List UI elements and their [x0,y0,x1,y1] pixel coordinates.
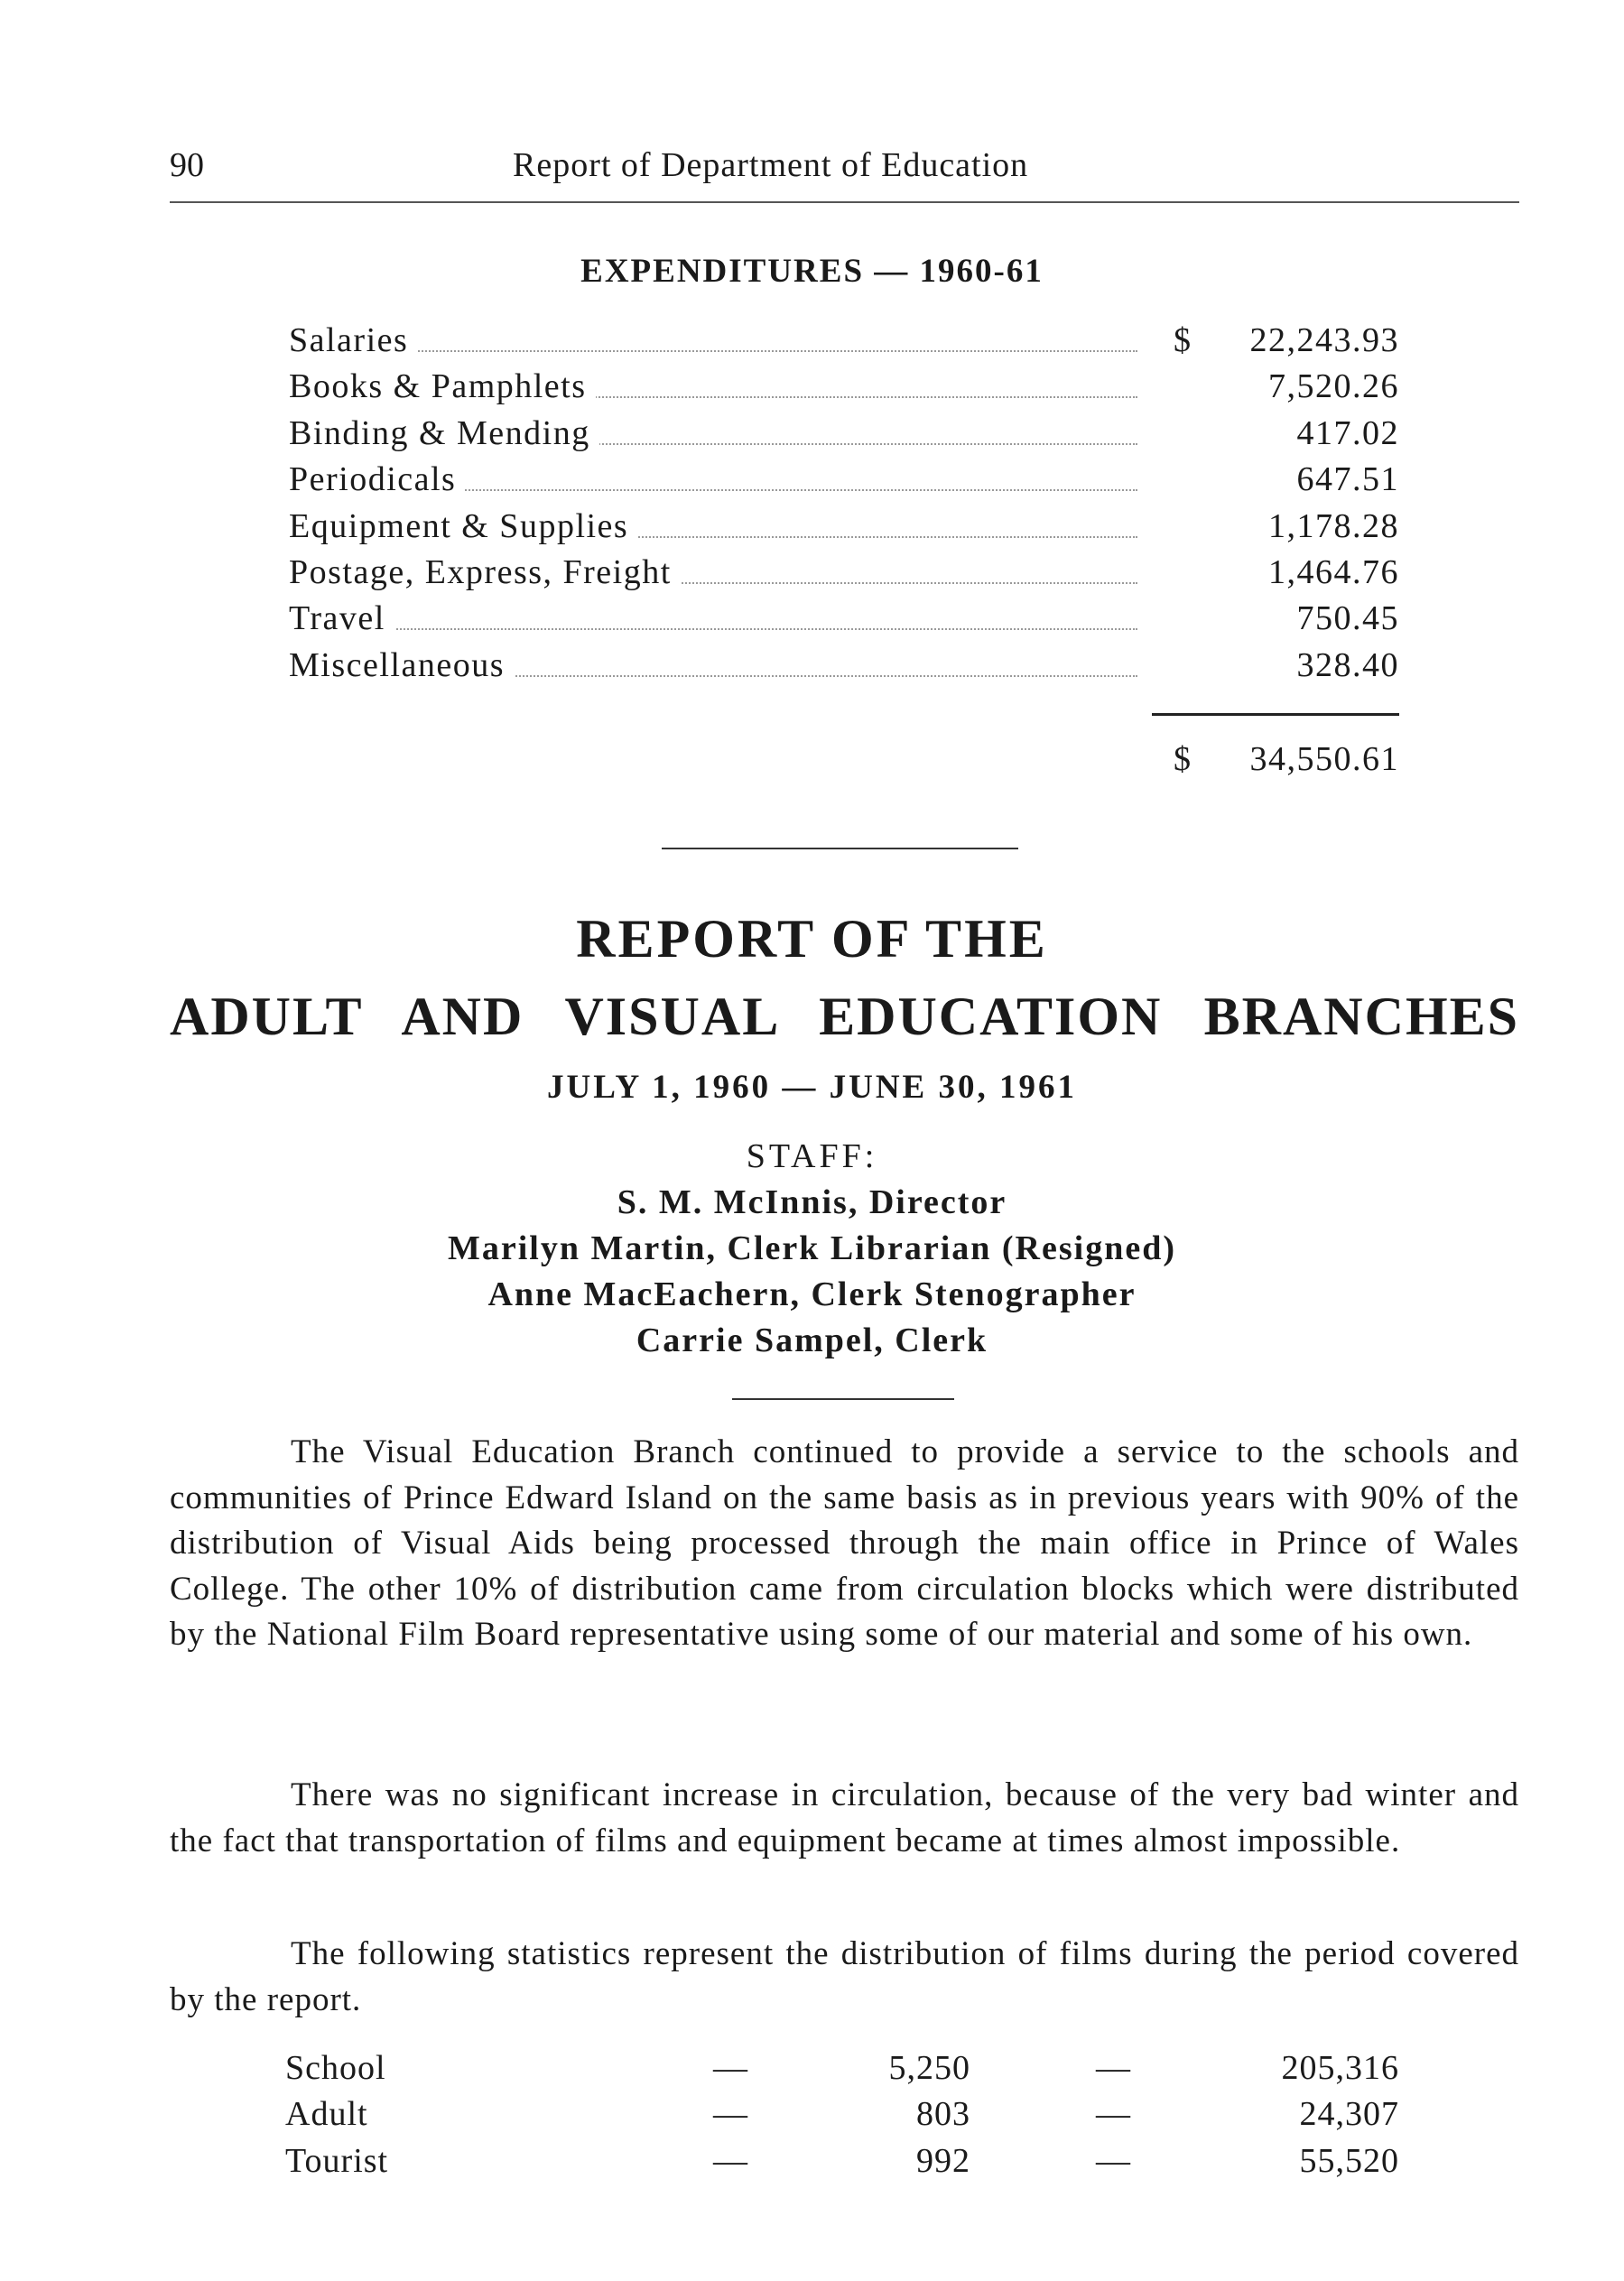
dash-separator: — [713,2095,748,2134]
report-title-line-1: REPORT OF THE [576,909,1048,969]
expenditure-row [289,411,1399,457]
expenditure-row [289,596,1399,642]
expenditure-label: Books & Pamphlets [289,364,596,410]
expenditure-amount: 1,178.28 [1268,506,1399,545]
report-title-line-2: ADULT AND VISUAL EDUCATION BRANCHES [170,987,1519,1046]
header-rule [170,201,1519,203]
report-period: JULY 1, 1960 — JUNE 30, 1961 [547,1069,1077,1106]
body-paragraph: There was no significant increase in circulation, because of the very bad winter and the fact that transportation of films and equipment became at times almost impossible. [170,1776,1519,1859]
running-head: Report of Department of Education [513,146,1029,184]
film-statistics-table [285,2045,1399,2184]
expenditures-title: EXPENDITURES — 1960-61 [580,253,1044,290]
section-divider [662,848,1018,849]
statistics-category: Tourist [285,2141,389,2180]
expenditure-row [289,457,1399,503]
total-rule [1152,713,1399,716]
total-currency-symbol: $ [1174,740,1191,778]
dash-separator: — [713,2049,748,2087]
statistics-category: School [285,2049,386,2087]
expenditure-amount: 647.51 [1296,460,1399,499]
dash-separator: — [713,2141,748,2180]
body-paragraph: The Visual Education Branch continued to provide a service to the schools and communities of Prince Edward Island on the same basis as in previous years with 90% of the distribution of Visual Aids being processed through the main office in Prince of Wales College. The other 10% of distribution came from circulation blocks which were distributed by the National Film Board representative using some of our material and some of his own. [170,1433,1519,1653]
statistics-films: 5,250 [888,2049,970,2087]
expenditure-amount: 1,464.76 [1268,552,1399,591]
body-paragraph: The following statistics represent the distribution of films during the period covered by the report. [170,1935,1519,2018]
expenditure-amount: 750.45 [1296,599,1399,638]
statistics-films: 803 [916,2095,970,2134]
dash-separator: — [1096,2049,1131,2087]
staff-member: Marilyn Martin, Clerk Librarian (Resigned) [448,1229,1176,1267]
statistics-audience: 55,520 [1299,2141,1399,2180]
staff-heading: STAFF: [746,1137,878,1175]
expenditure-label: Salaries [289,318,417,364]
expenditure-amount: 7,520.26 [1268,367,1399,406]
expenditure-row [289,364,1399,410]
staff-member: S. M. McInnis, Director [617,1183,1007,1221]
dash-separator: — [1096,2095,1131,2134]
expenditure-label: Travel [289,596,394,642]
expenditures-table [289,318,1399,689]
expenditure-row [289,550,1399,596]
statistics-category: Adult [285,2095,368,2134]
expenditure-amount: 417.02 [1296,413,1399,452]
currency-symbol: $ [1174,321,1192,359]
expenditure-label: Equipment & Supplies [289,504,637,550]
expenditure-label: Miscellaneous [289,643,514,689]
leader-dots [289,628,1137,630]
staff-member: Carrie Sampel, Clerk [636,1321,988,1359]
expenditure-amount: 328.40 [1296,645,1399,684]
dash-separator: — [1096,2141,1131,2180]
statistics-row [285,2138,1399,2184]
statistics-row [285,2091,1399,2137]
statistics-films: 992 [916,2141,970,2180]
staff-divider [732,1398,954,1400]
expenditures-total: 34,550.61 [1249,740,1399,778]
expenditure-amount: 22,243.93 [1249,321,1399,359]
statistics-audience: 24,307 [1299,2095,1399,2134]
expenditure-label: Periodicals [289,457,465,503]
expenditure-row [289,318,1399,364]
statistics-audience: 205,316 [1281,2049,1399,2087]
staff-member: Anne MacEachern, Clerk Stenographer [487,1275,1137,1313]
expenditure-label: Binding & Mending [289,411,599,457]
statistics-row [285,2045,1399,2091]
expenditure-label: Postage, Express, Freight [289,550,681,596]
page-number: 90 [170,146,204,184]
expenditure-row [289,504,1399,550]
expenditure-row [289,643,1399,689]
